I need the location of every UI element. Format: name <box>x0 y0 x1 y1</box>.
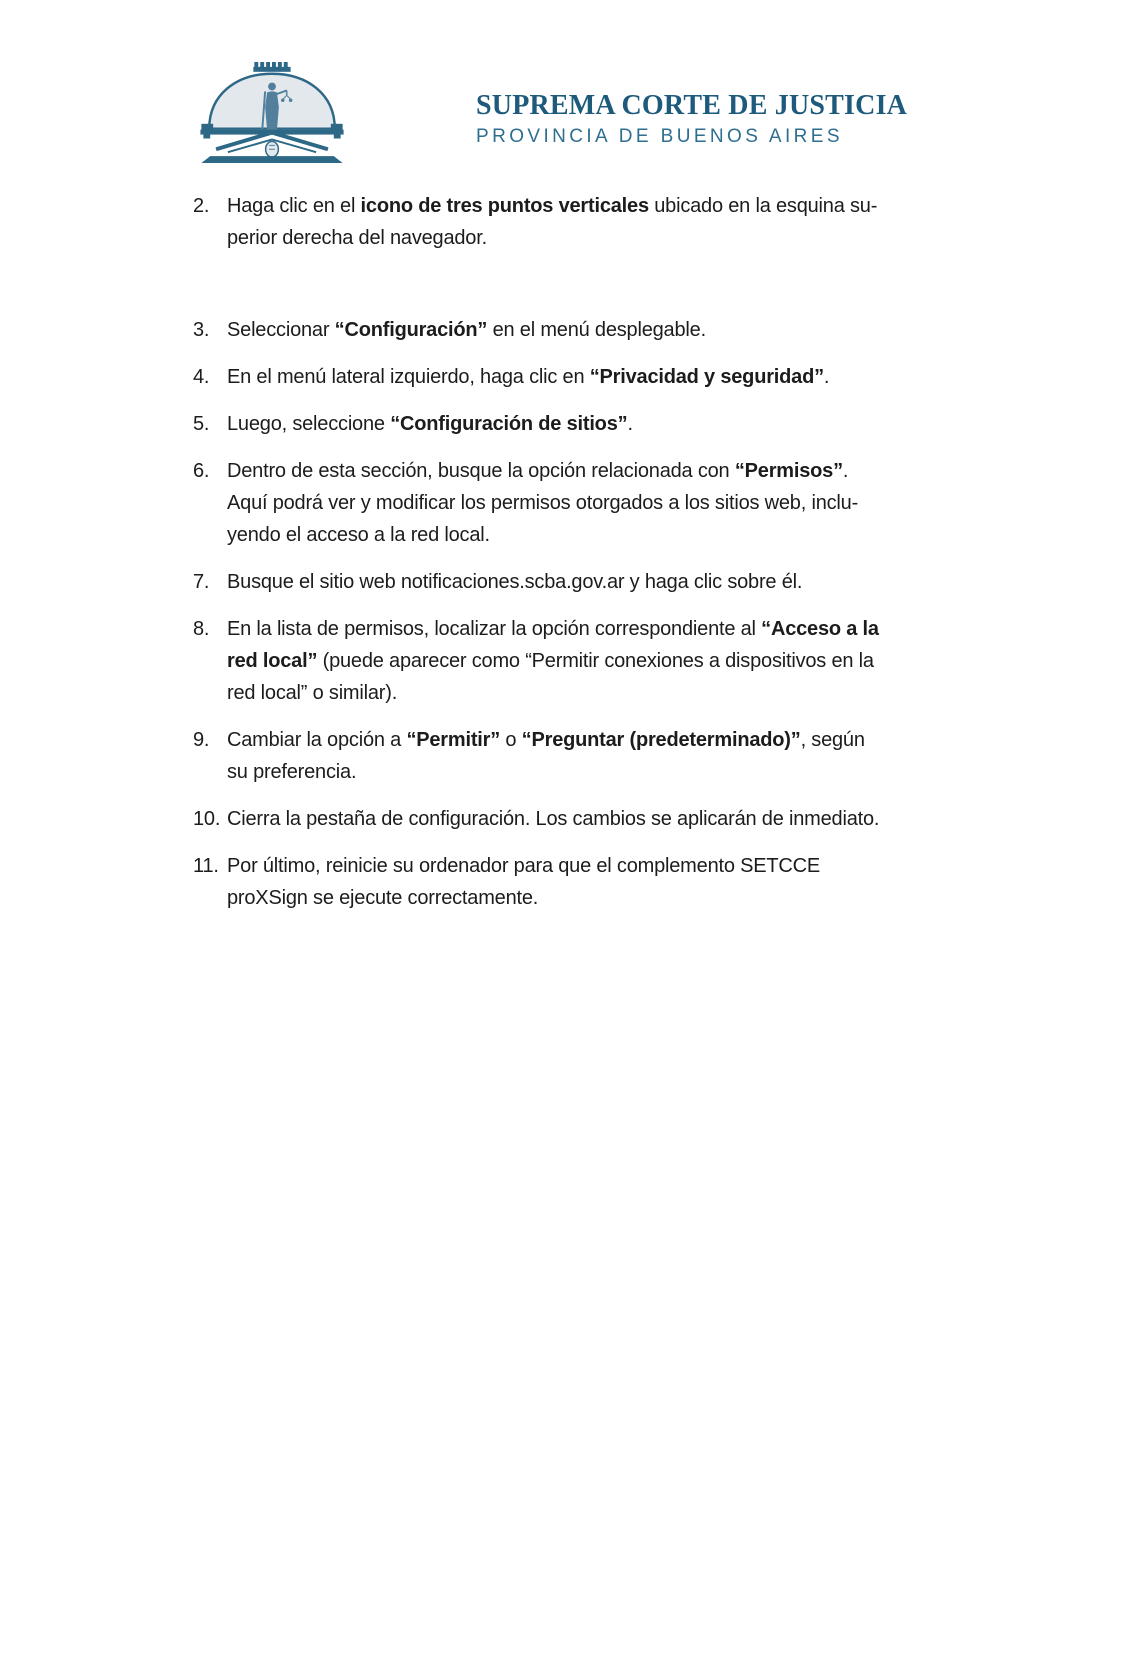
instructions-list <box>193 190 1003 914</box>
list-item-number: 10. <box>193 808 221 830</box>
list-item <box>193 850 1003 914</box>
list-item <box>193 724 1003 788</box>
list-item-text: En la lista de permisos, localizar la opción correspondiente al “Acceso a la red local” (puede aparecer como “Permitir conexiones a dispositivos en la red local” o similar). <box>227 618 879 704</box>
list-item <box>193 314 1003 346</box>
list-item-text: Dentro de esta sección, busque la opción relacionada con “Permisos”. Aquí podrá ver y modificar los permisos otorgados a los sitios web, inclu- yendo el acceso a la red local. <box>227 460 859 546</box>
list-item <box>193 455 1003 551</box>
list-item <box>193 190 1003 254</box>
list-item-text: Seleccionar “Configuración” en el menú desplegable. <box>227 319 706 341</box>
list-item <box>193 408 1003 440</box>
list-item-number: 11. <box>193 855 219 877</box>
list-item <box>193 803 1003 835</box>
org-title: SUPREMA CORTE DE JUSTICIA <box>476 90 908 121</box>
list-item-number: 9. <box>193 729 210 751</box>
list-item-text: Cierra la pestaña de configuración. Los cambios se aplicarán de inmediato. <box>227 808 880 830</box>
list-item-text: Por último, reinicie su ordenador para que el complemento SETCCE proXSign se ejecute correctamente. <box>227 855 821 909</box>
list-item-text: En el menú lateral izquierdo, haga clic en “Privacidad y seguridad”. <box>227 366 830 388</box>
list-item-text: Haga clic en el icono de tres puntos verticales ubicado en la esquina su- perior derecha del navegador. <box>227 195 878 249</box>
letterhead-titles <box>476 62 907 148</box>
list-item-text: Busque el sitio web notificaciones.scba.gov.ar y haga clic sobre él. <box>227 571 803 593</box>
list-item-number: 7. <box>193 571 210 593</box>
list-item-text: Cambiar la opción a “Permitir” o “Preguntar (predeterminado)”, según su preferencia. <box>227 729 865 783</box>
list-item <box>193 361 1003 393</box>
org-subtitle: PROVINCIA DE BUENOS AIRES <box>476 126 843 147</box>
list-item-number: 4. <box>193 366 210 388</box>
list-item-number: 5. <box>193 413 210 435</box>
supreme-court-dome-logo-icon <box>198 62 346 164</box>
list-item-number: 8. <box>193 618 210 640</box>
list-item <box>193 566 1003 598</box>
list-item <box>193 613 1003 709</box>
list-item-text: Luego, seleccione “Configuración de sitios”. <box>227 413 633 435</box>
list-item-number: 3. <box>193 319 210 341</box>
list-item-number: 6. <box>193 460 210 482</box>
letterhead <box>198 62 1130 164</box>
document-page <box>0 62 1130 1662</box>
list-item-number: 2. <box>193 195 210 217</box>
